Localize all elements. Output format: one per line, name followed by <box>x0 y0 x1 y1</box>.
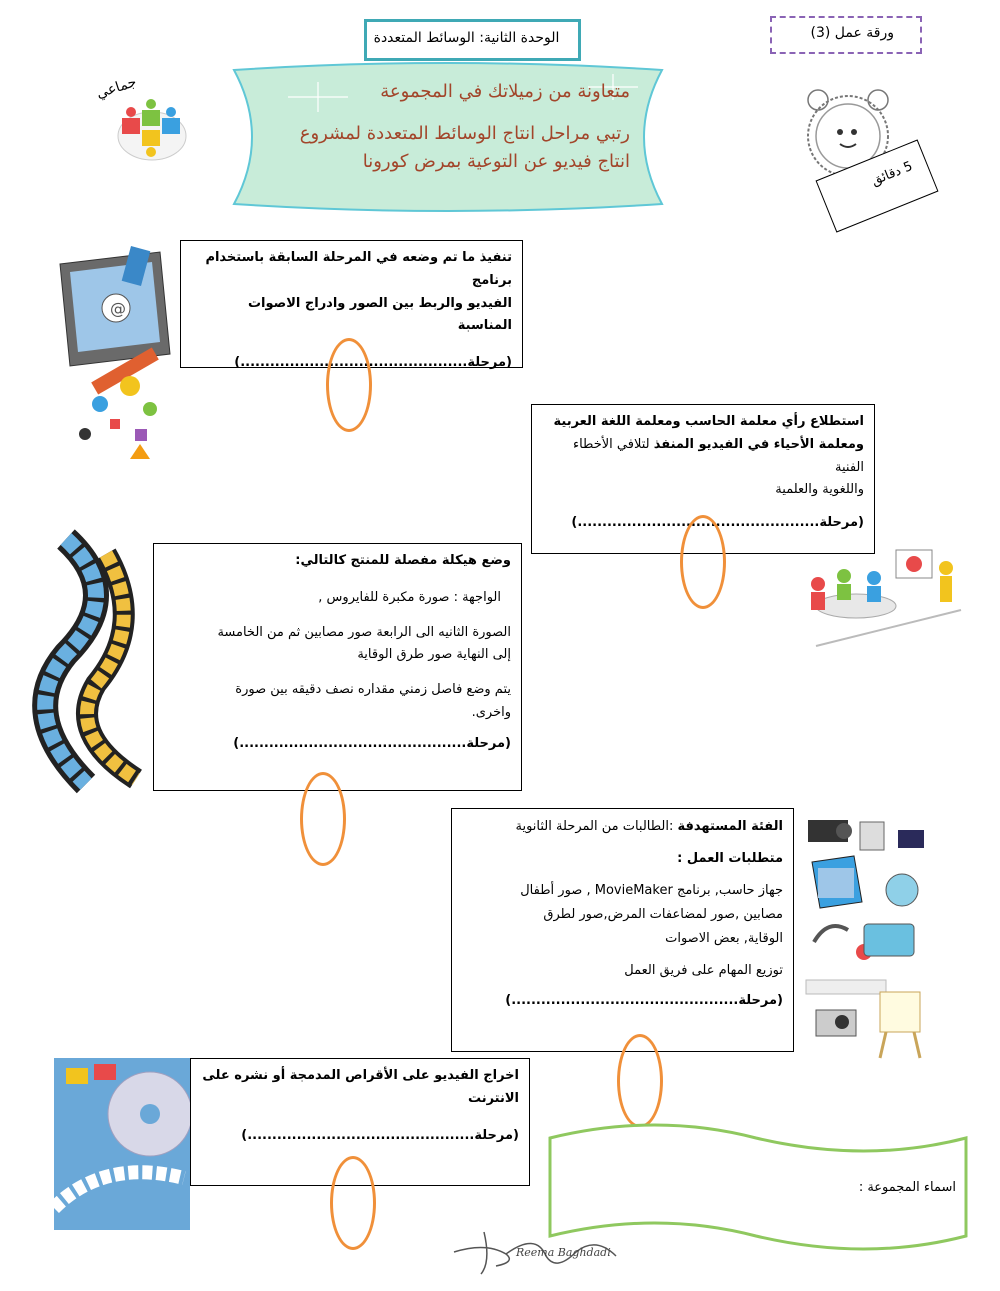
signature <box>446 1222 626 1282</box>
banner-line-2: رتبي مراحل انتاج الوسائط المتعددة لمشروع <box>299 122 630 144</box>
stage-box-structure <box>153 543 522 791</box>
review-stage-label[interactable]: (مرحلة.................................................) <box>571 515 864 530</box>
planning-audience-rest: :الطالبات من المرحلة الثانوية <box>515 819 678 834</box>
group-names-label[interactable]: اسماء المجموعة : <box>858 1180 956 1195</box>
film-strip-illustration <box>26 534 156 788</box>
stage-box-planning <box>451 808 794 1052</box>
structure-item-3a: يتم وضع فاصل زمني مقداره نصف دقيقه بين صورة <box>235 682 511 697</box>
unit-title-box <box>364 19 581 61</box>
svg-text:@: @ <box>110 299 126 318</box>
structure-item-1: الواجهة : صورة مكبرة للفايروس , <box>318 589 501 605</box>
planning-req-3: الوقاية, بعض الاصوات <box>665 931 783 947</box>
structure-item-3b: واخرى. <box>471 704 511 720</box>
unit-title: الوحدة الثانية: الوسائط المتعددة <box>373 30 560 46</box>
publish-line-1: اخراج الفيديو على الأقراص المدمجة أو نشره على <box>202 1068 519 1083</box>
planning-req-1: جهاز حاسب, برنامج MovieMaker , صور أطفال <box>520 883 783 899</box>
signature-text: Reema Baghdadi <box>516 1246 611 1259</box>
review-line-2-bold: ومعلمة الأحياء في الفيديو المنفذ <box>653 436 864 452</box>
media-laptop-illustration <box>40 244 180 464</box>
structure-stage-label[interactable]: (مرحلة..............................................) <box>233 735 511 751</box>
planning-stage-label[interactable]: (مرحلة..............................................) <box>505 993 783 1009</box>
review-line-2-rest: لتلافي الأخطاء الفنية <box>572 436 864 475</box>
planning-oval <box>617 1034 663 1128</box>
review-oval <box>680 515 726 609</box>
equipment-illustration <box>798 812 933 1062</box>
banner-line-1: متعاونة من زميلاتك في المجموعة <box>380 81 630 102</box>
timer-label: 5 دقائق <box>869 158 915 189</box>
structure-heading: وضع هيكلة مفصلة للمنتج كالتالي: <box>295 553 511 568</box>
planning-req-2: مصابين ,صور لمضاعفات المرض,صور لطرق <box>543 907 783 923</box>
planning-tasks: توزيع المهام على فريق العمل <box>624 963 783 979</box>
execute-line-2: الفيديو والربط بين الصور وادراج الاصوات المناسبة <box>247 295 512 334</box>
structure-oval <box>300 772 346 866</box>
execute-oval <box>326 338 372 432</box>
publish-oval <box>330 1156 376 1250</box>
review-line-3: واللغوية والعلمية <box>775 482 864 498</box>
review-line-1: استطلاع رأي معلمة الحاسب ومعلمة اللغة العربية <box>553 414 864 429</box>
banner-text <box>260 78 630 176</box>
publish-stage-label[interactable]: (مرحلة..............................................) <box>241 1127 519 1143</box>
structure-item-2b: إلى النهاية صور طرق الوقاية <box>357 647 511 663</box>
execute-stage-label[interactable]: (مرحلة..............................................) <box>234 355 512 370</box>
worksheet-label: ورقة عمل (3) <box>810 25 894 41</box>
banner-line-3: انتاج فيديو عن التوعية بمرض كورونا <box>362 150 630 172</box>
worksheet-label-box <box>770 16 922 54</box>
publish-line-2: الانترنت <box>467 1090 519 1106</box>
planning-requirements: متطلبات العمل : <box>677 851 783 867</box>
planning-audience-bold: الفئة المستهدفة <box>677 819 783 834</box>
meeting-illustration <box>796 546 966 650</box>
group-label: جماعي <box>94 74 139 102</box>
puzzle-team-icon <box>112 96 192 164</box>
cd-illustration <box>54 1058 190 1230</box>
structure-item-2a: الصورة الثانيه الى الرابعة صور مصابين ثم من الخامسة <box>217 624 511 640</box>
execute-line-1: تنفيذ ما تم وضعه في المرحلة السابقة باستخدام برنامج <box>205 250 512 288</box>
